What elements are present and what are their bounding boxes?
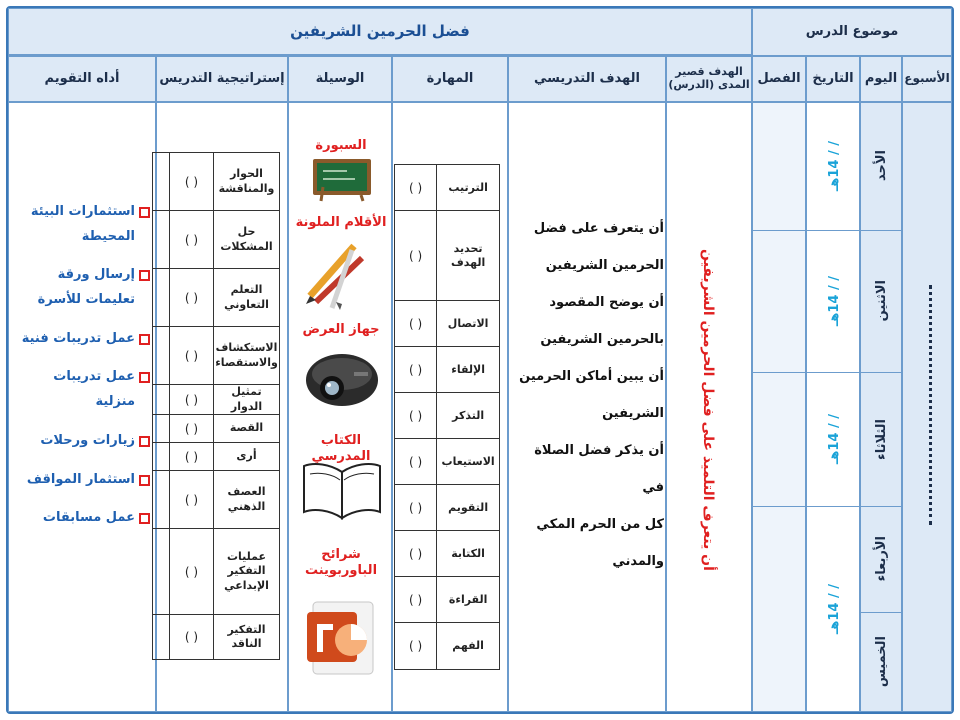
strategy-label: حل المشكلات [213,211,279,268]
col-teaching-goal: الهدف التدريسي [508,56,666,102]
skill-label: التذكر [436,393,499,438]
skill-label: الاتصال [436,301,499,346]
skill-checkbox[interactable]: ( ) [409,180,423,195]
evaluation-list [10,200,150,545]
tool-label-pencils: الأقلام الملونة [295,215,387,230]
teaching-goal-line: أن يوضح المقصود [549,295,664,310]
strategy-checkbox[interactable]: ( ) [169,211,213,268]
strategy-row[interactable] [153,415,279,443]
day-monday: الاثنين [873,280,889,322]
skills-table [394,164,500,670]
teaching-goal-line: كل من الحرم المكي [536,517,664,532]
strategy-row[interactable] [153,153,279,211]
strategy-row[interactable] [153,443,279,471]
strategy-checkbox[interactable]: ( ) [169,471,213,528]
week-column [902,102,952,712]
projector-icon [302,344,382,414]
skill-checkbox[interactable]: ( ) [409,639,423,653]
col-tool: الوسيلة [288,56,392,102]
col-skill: المهارة [392,56,508,102]
strategy-label: تمثيل الدوار [213,385,279,414]
week-dotted-line [929,285,932,525]
strategy-row[interactable] [153,385,279,415]
skill-row[interactable] [395,165,499,211]
skill-row[interactable] [395,623,499,669]
strategy-checkbox[interactable]: ( ) [169,615,213,659]
teaching-goal-line: أن يذكر فضل الصلاة في [534,443,664,495]
strategy-row[interactable] [153,615,279,659]
checkbox-icon[interactable] [139,207,150,218]
powerpoint-icon [305,598,379,678]
date-monday[interactable]: / / 14هـ [826,275,842,327]
col-evaluation: أداه التقويم [8,56,156,102]
date-tuesday[interactable]: / / 14هـ [826,413,842,465]
strategy-label: الاستكشاف والاستقصاء [213,327,279,384]
teaching-goal-line: الحرمين الشريفين [545,258,664,273]
day-wednesday: الأربعاء [873,536,889,582]
tool-label-powerpoint: شرائح الباوربوينت [304,547,378,579]
strategy-label: التعلم التعاوني [213,269,279,326]
skill-checkbox[interactable]: ( ) [409,454,423,469]
strategy-row[interactable] [153,211,279,269]
skill-row[interactable] [395,301,499,347]
skill-label: الكتابة [436,531,499,576]
teaching-goal-line: أن يبين أماكن الحرمين [519,369,664,384]
book-icon [300,456,384,520]
skill-label: القراءة [436,577,499,622]
strategy-row[interactable] [153,471,279,529]
skill-label: الترتيب [436,165,499,210]
teaching-goal-line: بالحرمين الشريفين [540,332,664,347]
skill-label: التقويم [436,485,499,530]
skill-label: تحديد الهدف [436,211,499,300]
col-class: الفصل [752,56,806,102]
skill-label: الاستيعاب [436,439,499,484]
strategy-row[interactable] [153,529,279,615]
skill-row[interactable] [395,347,499,393]
strategy-row[interactable] [153,269,279,327]
tool-label-chalkboard: السبورة [315,138,367,153]
strategy-checkbox[interactable]: ( ) [169,443,213,470]
short-goal-text: أن يتعرف التلميذ على فضل الحرمين الشريفين [700,249,716,571]
strategy-checkbox[interactable]: ( ) [169,529,213,614]
strategy-label: عمليات التفكير الإبداعي [213,529,279,614]
skill-checkbox[interactable]: ( ) [409,362,423,377]
col-strategy: إستراتيجية التدريس [156,56,288,102]
col-week: الأسبوع [902,56,952,102]
checkbox-icon[interactable] [139,475,150,486]
strategy-checkbox[interactable]: ( ) [169,327,213,384]
date-wednesday[interactable]: / / 14هـ [826,583,842,635]
checkbox-icon[interactable] [139,334,150,345]
skill-checkbox[interactable]: ( ) [409,546,423,561]
class-column-blank [752,102,806,712]
checkbox-icon[interactable] [139,372,150,383]
strategy-checkbox[interactable]: ( ) [169,153,213,210]
skill-checkbox[interactable]: ( ) [409,592,423,607]
teaching-goal-line: الشريفين [602,406,664,421]
checkbox-icon[interactable] [139,436,150,447]
tool-label-projector: جهاز العرض [302,322,380,337]
skill-row[interactable] [395,439,499,485]
skill-row[interactable] [395,531,499,577]
evaluation-item[interactable]: زيارات ورحلات [10,429,150,454]
date-sunday[interactable]: / / 14هـ [826,140,842,192]
teaching-goal-line: والمدني [612,554,664,569]
strategy-label: الحوار والمناقشة [213,153,279,210]
chalkboard-icon [311,157,373,203]
strategy-row[interactable] [153,327,279,385]
day-thursday: الخميس [873,636,889,688]
skill-checkbox[interactable]: ( ) [409,248,423,263]
skill-checkbox[interactable]: ( ) [409,408,423,423]
day-sunday: الأحد [873,150,889,182]
evaluation-item[interactable]: استثمارات البيئة المحيطة [10,200,150,249]
col-date: التاريخ [806,56,860,102]
strategy-label: التفكير الناقد [213,615,279,659]
teaching-goal-line: أن يتعرف على فضل [533,221,664,236]
strategies-table [152,152,280,660]
topic-label: موضوع الدرس [752,8,952,56]
evaluation-item[interactable]: عمل تدريبات منزلية [10,365,150,414]
tool-label-book: الكتاب المدرسي [311,433,371,465]
teaching-goals-list [514,210,664,580]
skill-row[interactable] [395,211,499,301]
evaluation-item[interactable]: عمل مسابقات [10,506,150,531]
col-day: اليوم [860,56,902,102]
strategy-checkbox[interactable]: ( ) [169,385,213,414]
skill-label: الفهم [436,623,499,669]
skill-row[interactable] [395,393,499,439]
pencils-icon [302,236,368,312]
skill-row[interactable] [395,485,499,531]
strategy-label: القصة [213,415,279,442]
skill-checkbox[interactable]: ( ) [409,316,423,331]
checkbox-icon[interactable] [139,270,150,281]
strategy-label: العصف الذهني [213,471,279,528]
skill-label: الإلقاء [436,347,499,392]
skill-checkbox[interactable]: ( ) [409,500,423,515]
col-short-goal: الهدف قصير المدى (الدرس) [666,56,752,102]
evaluation-item[interactable]: عمل تدريبات فنية [10,327,150,352]
strategy-checkbox[interactable]: ( ) [169,415,213,442]
evaluation-item[interactable]: إرسال ورقة تعليمات للأسرة [10,263,150,312]
checkbox-icon[interactable] [139,513,150,524]
strategy-label: أرى [213,443,279,470]
strategy-checkbox[interactable]: ( ) [169,269,213,326]
day-tuesday: الثلاثاء [873,418,889,460]
evaluation-item[interactable]: استثمار المواقف [10,468,150,493]
lesson-title: فضل الحرمين الشريفين [8,8,752,56]
skill-row[interactable] [395,577,499,623]
